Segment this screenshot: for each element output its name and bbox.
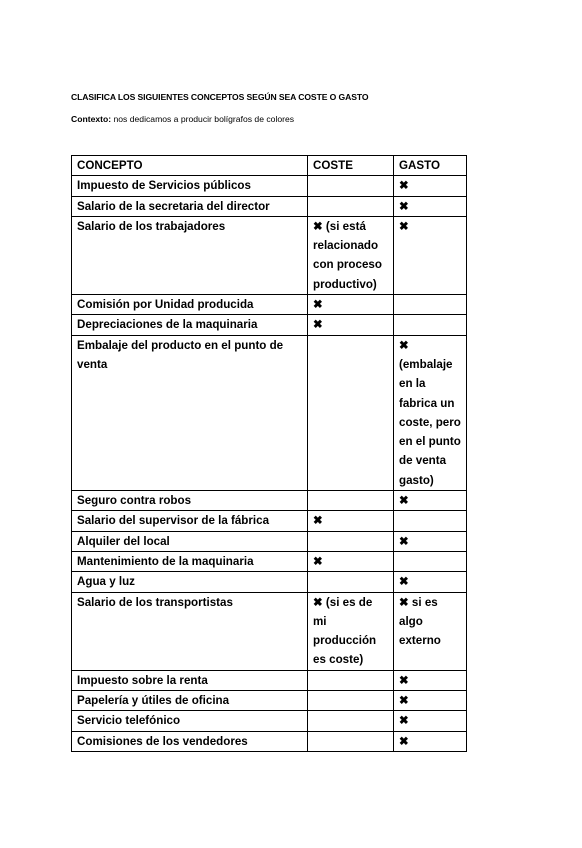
table-row [72,216,467,294]
cell-gasto [394,295,467,315]
cell-concepto: Embalaje del producto en el punto de venta [72,335,308,490]
table-body [72,176,467,752]
cell-concepto: Comisiones de los vendedores [72,731,308,751]
cell-concepto: Salario de los trabajadores [72,216,308,294]
cell-gasto: ✖ [394,531,467,551]
cell-coste [308,196,394,216]
cell-concepto: Mantenimiento de la maquinaria [72,551,308,571]
cell-gasto [394,551,467,571]
page-title: CLASIFICA LOS SIGUIENTES CONCEPTOS SEGÚN SEA COSTE O GASTO [71,92,369,102]
column-header-gasto: GASTO [394,156,467,176]
table-row [72,731,467,751]
cell-concepto: Impuesto sobre la renta [72,670,308,690]
cell-gasto: ✖ (embalaje en la fabrica un coste, pero en el punto de venta gasto) [394,335,467,490]
cell-gasto: ✖ [394,491,467,511]
cell-concepto: Papelería y útiles de oficina [72,691,308,711]
cell-gasto: ✖ [394,176,467,196]
cell-gasto: ✖ [394,691,467,711]
cell-concepto: Salario de los transportistas [72,592,308,670]
cell-gasto: ✖ [394,670,467,690]
table-row [72,551,467,571]
table-row [72,315,467,335]
cell-gasto [394,315,467,335]
cell-coste: ✖ [308,315,394,335]
cell-concepto: Seguro contra robos [72,491,308,511]
table-row [72,491,467,511]
cell-gasto [394,511,467,531]
cell-concepto: Salario de la secretaria del director [72,196,308,216]
cell-coste: ✖ [308,551,394,571]
cell-coste [308,572,394,592]
table-row [72,176,467,196]
cell-coste [308,670,394,690]
cell-gasto: ✖ [394,216,467,294]
table-row [72,335,467,490]
cell-coste [308,176,394,196]
cell-gasto: ✖ [394,731,467,751]
table-row [72,295,467,315]
cell-concepto: Comisión por Unidad producida [72,295,308,315]
table-row [72,691,467,711]
table-header-row [72,156,467,176]
cell-coste [308,335,394,490]
context-label: Contexto: [71,114,112,124]
context-text: nos dedicamos a producir bolígrafos de colores [111,114,295,124]
context-line [71,114,294,124]
cell-coste: ✖ (si está relacionado con proceso productivo) [308,216,394,294]
classification-table [71,155,467,752]
cell-concepto: Salario del supervisor de la fábrica [72,511,308,531]
cell-gasto: ✖ si es algo externo [394,592,467,670]
cell-coste: ✖ [308,295,394,315]
column-header-coste: COSTE [308,156,394,176]
cell-coste: ✖ (si es de mi producción es coste) [308,592,394,670]
table-row [72,196,467,216]
table-row [72,670,467,690]
cell-concepto: Alquiler del local [72,531,308,551]
table-row [72,511,467,531]
table-row [72,592,467,670]
table-row [72,711,467,731]
table-row [72,531,467,551]
cell-coste [308,531,394,551]
cell-coste [308,491,394,511]
cell-concepto: Impuesto de Servicios públicos [72,176,308,196]
cell-coste [308,691,394,711]
cell-concepto: Agua y luz [72,572,308,592]
cell-coste: ✖ [308,511,394,531]
cell-gasto: ✖ [394,196,467,216]
cell-coste [308,731,394,751]
cell-gasto: ✖ [394,572,467,592]
cell-gasto: ✖ [394,711,467,731]
cell-coste [308,711,394,731]
table-row [72,572,467,592]
cell-concepto: Depreciaciones de la maquinaria [72,315,308,335]
cell-concepto: Servicio telefónico [72,711,308,731]
column-header-concepto: CONCEPTO [72,156,308,176]
